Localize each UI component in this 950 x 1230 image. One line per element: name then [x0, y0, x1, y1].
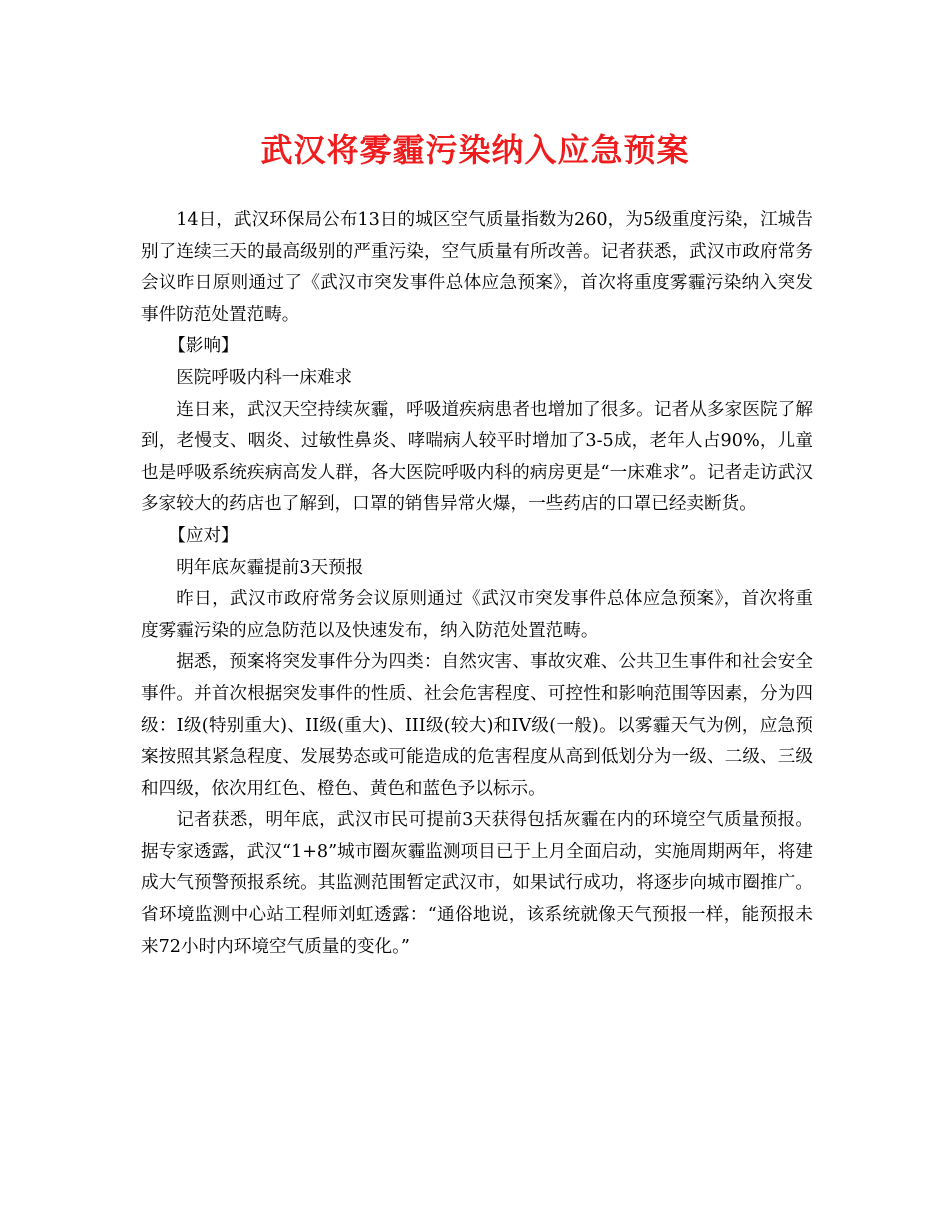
section-heading-impact: 【影响】	[168, 336, 239, 357]
section-heading-response: 【应对】	[168, 525, 239, 546]
subheading-forecast: 明年底灰霾提前3天预报	[176, 557, 364, 578]
paragraph-plan-levels: 据悉，预案将突发事件分为四类：自然灾害、事故灾难、公共卫生事件和社会安全事件。并首次根据突发事件的性质、社会危害程度、可控性和影响范围等因素，分为四级：I级(特别重大)、II级(重大)、III级(较大)和IV级(一般)。以雾霾天气为例，应急预案按照其紧急程度、发展势态或可能造成的危害程度从高到低划分为一级、二级、三级和四级，依次用红色、橙色、黄色和蓝色予以标示。	[141, 652, 813, 799]
document-title: 武汉将雾霾污染纳入应急预案	[260, 131, 690, 169]
document-body	[141, 205, 813, 963]
paragraph-forecast-system: 记者获悉，明年底，武汉市民可提前3天获得包括灰霾在内的环境空气质量预报。据专家透露，武汉“1+8”城市圈灰霾监测项目已于上月全面启动，实施周期两年，将建成大气预警预报系统。其监测范围暂定武汉市，如果试行成功，将逐步向城市圈推广。省环境监测中心站工程师刘虹透露：“通俗地说，该系统就像天气预报一样，能预报未来72小时内环境空气质量的变化。”	[141, 810, 813, 957]
paragraph-intro: 14日，武汉环保局公布13日的城区空气质量指数为260，为5级重度污染，江城告别了连续三天的最高级别的严重污染，空气质量有所改善。记者获悉，武汉市政府常务会议昨日原则通过了《武汉市突发事件总体应急预案》，首次将重度雾霾污染纳入突发事件防范处置范畴。	[141, 210, 813, 325]
paragraph-impact: 连日来，武汉天空持续灰霾，呼吸道疾病患者也增加了很多。记者从多家医院了解到，老慢支、咽炎、过敏性鼻炎、哮喘病人较平时增加了3-5成，老年人占90%，儿童也是呼吸系统疾病高发人群，各大医院呼吸内科的病房更是“一床难求”。记者走访武汉多家较大的药店也了解到，口罩的销售异常火爆，一些药店的口罩已经卖断货。	[141, 399, 813, 515]
paragraph-plan-approval: 昨日，武汉市政府常务会议原则通过《武汉市突发事件总体应急预案》，首次将重度雾霾污染的应急防范以及快速发布，纳入防范处置范畴。	[141, 589, 813, 641]
subheading-hospital: 医院呼吸内科一床难求	[176, 367, 353, 388]
